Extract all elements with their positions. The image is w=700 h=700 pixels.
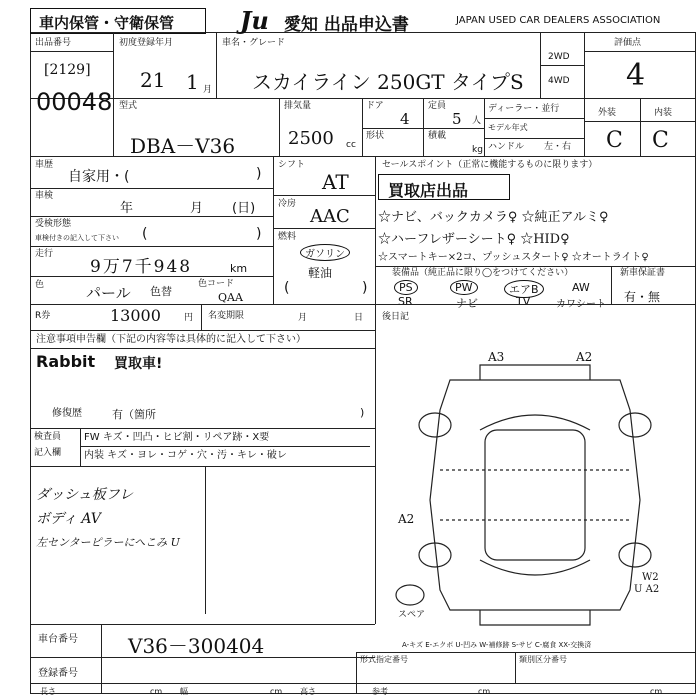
selling-line-3: ☆スマートキー×2コ、プッシュスタート♀ ☆オートライト♀ (378, 252, 649, 263)
fuel-gasoline: ガソリン (300, 244, 350, 261)
shift-line (273, 195, 375, 196)
history-close: ) (256, 166, 262, 182)
lot-number: 00048 (36, 88, 113, 116)
recycle-unit: 円 (184, 313, 194, 323)
displacement-value: 2500 (288, 128, 334, 149)
height-label: 高さ (300, 687, 316, 696)
name-change-label: 名変期限 (208, 311, 245, 321)
color-value: パール (86, 284, 131, 302)
diagram-legend: A-キズ E-エクボ U-凹み W-補修跡 S-サビ C-腐食 XX-交換済 (402, 641, 592, 649)
color-code-label: 色コード (198, 279, 235, 289)
interior-label: 内装 (654, 108, 673, 118)
chassis-label: 車台番号 (38, 634, 78, 645)
name-change-day: 日 (354, 313, 364, 323)
capacity-value: 5 (452, 110, 462, 128)
equip-tv: TV (516, 295, 531, 308)
rear-window (480, 560, 590, 575)
displacement-unit: cc (346, 140, 356, 150)
rear-note-label: 後日記 (382, 312, 410, 322)
receipt-note: 車検付きの記入して下さい (35, 234, 119, 242)
form-title: 愛知 出品申込書 (284, 15, 409, 35)
color-code-value: QAA (218, 291, 243, 304)
equip-navi: ナビ (456, 297, 478, 310)
mileage-unit: km (230, 262, 248, 275)
length-label: 長さ (40, 687, 56, 696)
width-label: 幅 (180, 687, 188, 696)
fuel-label: 燃料 (278, 232, 297, 242)
displacement-label: 排気量 (284, 101, 312, 111)
history-label: 車歴 (35, 160, 54, 170)
repair-close: ) (360, 406, 365, 419)
notes-title-line (30, 348, 375, 349)
selling-line-1: ☆ナビ、バックカメラ♀ ☆純正アルミ♀ (378, 210, 609, 225)
note-line-1: ダッシュ板フレ (36, 487, 134, 503)
spare-label: スペア (398, 610, 426, 620)
load-unit: kg (472, 145, 483, 155)
equip-pw: PW (450, 280, 478, 295)
storage-stamp (30, 8, 206, 34)
drive-mid-line (540, 65, 584, 66)
equip-sr: SR (398, 295, 413, 308)
rabbit-suffix: 買取車! (114, 356, 163, 372)
recycle-top (30, 304, 696, 305)
height-unit: cm (478, 687, 491, 696)
inspector-entry-label: 記入欄 (34, 448, 62, 458)
exterior-value: C (606, 128, 623, 153)
warranty-value: 有・無 (624, 290, 661, 304)
inspector-small-divider (205, 466, 206, 614)
selling-label: セールスポイント（正常に機能するものに限ります） (382, 160, 598, 170)
left-block-divider (273, 156, 274, 304)
shape-label: 形状 (366, 131, 385, 141)
drive-2wd: 2WD (548, 52, 570, 62)
aircon-value: AAC (310, 206, 350, 227)
aircon-line (273, 228, 375, 229)
load-label: 積載 (428, 131, 447, 141)
car-damage-diagram (380, 340, 690, 640)
inspection-year: 年 (120, 201, 134, 216)
chassis-value: V36－300404 (128, 634, 265, 658)
footer-right-divider (356, 652, 357, 694)
equipment-top (375, 266, 696, 267)
car-roof (485, 430, 585, 560)
receipt-close: ) (256, 226, 262, 242)
rating-label: 評価点 (614, 38, 642, 48)
aircon-label: 冷房 (278, 199, 297, 209)
note-line-2: ボディ AV (36, 511, 101, 527)
inspector-divider (80, 428, 81, 466)
equipment-label: 装備品（純正品に限り◯をつけてください） (392, 268, 574, 278)
equip-airbag: エアB (504, 280, 544, 298)
shape-line (362, 128, 484, 129)
footer-mid-divider (515, 652, 516, 683)
handle-label: ハンドル (488, 142, 525, 152)
warranty-divider (611, 266, 612, 304)
capacity-unit: 人 (472, 116, 482, 126)
rating-score: 4 (626, 58, 646, 93)
inspector-row1: FW キズ・凹凸・ヒビ割・リペア跡・X要 (84, 432, 270, 443)
history-value: 自家用・( (68, 169, 130, 185)
recycle-divider (201, 304, 202, 330)
mark-a3: A3 (488, 350, 505, 364)
model-label: 型式 (119, 101, 138, 111)
registration-month: 1 (186, 70, 199, 94)
recycle-label: R券 (35, 311, 51, 321)
note-line-3: 左センターピラーにへこみ U (36, 536, 180, 549)
model-divider (279, 98, 280, 156)
warranty-label: 新車保証書 (620, 268, 666, 278)
inspector-label: 検査員 (34, 432, 62, 442)
drive-4wd: 4WD (548, 76, 570, 86)
fuel-paren-right: ) (362, 280, 368, 296)
handle-options: 左・右 (544, 142, 572, 152)
inspection-label: 車検 (35, 191, 54, 201)
class-number-label: 類別区分番号 (519, 655, 567, 664)
row1-divider (30, 98, 696, 99)
mark-a2-left: A2 (398, 512, 415, 526)
equip-seat: カワシート (556, 299, 606, 310)
equip-aw: AW (572, 281, 590, 294)
footer-top (30, 683, 696, 684)
inspector-mid (80, 446, 370, 447)
mileage-value: 9万7千948 (90, 257, 193, 277)
capacity-label: 定員 (428, 101, 447, 111)
receipt-line (30, 246, 273, 247)
inspector-row2: 内装 キズ・ヨレ・コゲ・穴・汚・キレ・破レ (84, 450, 287, 461)
lot-label: 出品番号 (35, 38, 72, 48)
lot-label-line (30, 51, 113, 52)
recycle-value: 13000 (110, 306, 161, 325)
shift-value: AT (322, 170, 349, 194)
mark-ua2: U A2 (634, 584, 660, 595)
ref-label: 参考 (372, 687, 388, 696)
selling-line-2: ☆ハーフレザーシート♀ ☆HID♀ (378, 232, 570, 247)
door-divider (423, 98, 424, 156)
fuel-paren-left: ( (284, 280, 290, 296)
mark-a2-top: A2 (576, 350, 593, 364)
lot-divider (113, 32, 114, 156)
exterior-label: 外装 (598, 108, 617, 118)
inspect-line (30, 216, 273, 217)
rabbit-logo: Rabbit (36, 352, 96, 371)
receipt-label: 受検形態 (35, 219, 72, 229)
shift-label: シフト (278, 160, 306, 170)
footer-right-top (356, 652, 696, 653)
recycle-bottom (30, 330, 375, 331)
chassis-top (30, 624, 375, 625)
storage-stamp-text: 車内保管・守衛保管 (39, 14, 175, 32)
registration-month-unit: 月 (203, 85, 213, 95)
color-change-label: 色替 (150, 285, 172, 298)
color-label: 色 (35, 280, 45, 290)
capacity-divider (484, 98, 485, 156)
registration-label: 初度登録年月 (119, 38, 174, 48)
model-year-label: モデル年式 (488, 123, 528, 132)
doors-value: 4 (400, 110, 410, 128)
shift-divider (375, 156, 376, 304)
dealer-line1 (484, 118, 584, 119)
spare-tire (396, 585, 424, 605)
doors-label: ドア (366, 101, 384, 111)
notes-right-edge (375, 304, 376, 624)
ju-logo: Ju (240, 6, 269, 35)
front-bumper (480, 365, 590, 380)
mark-w2: W2 (642, 572, 659, 583)
repair-value: 有（箇所 (112, 408, 156, 421)
plate-label: 登録番号 (38, 668, 78, 679)
name-change-month: 月 (298, 313, 308, 323)
notes-label: 注意事項申告欄（下記の内容等は具体的に記入して下さい） (36, 334, 306, 345)
inspection-month: 月 (190, 201, 204, 216)
model-value: DBA－V36 (130, 134, 236, 158)
selling-title: 買取店出品 (388, 181, 469, 200)
inout-divider (640, 98, 641, 156)
inspector-bottom (30, 466, 375, 467)
reg-divider (216, 32, 217, 98)
rating-label-line (584, 51, 696, 52)
car-name: スカイライン 250GT タイプS (252, 70, 524, 94)
inspector-top (30, 428, 375, 429)
receipt-paren: ( (142, 226, 148, 242)
wheel-fl (419, 413, 451, 437)
windshield (480, 415, 590, 430)
width-unit: cm (270, 687, 283, 696)
repair-label: 修復歴 (52, 408, 82, 419)
wheel-fr (619, 413, 651, 437)
inspection-day: (日) (232, 201, 256, 216)
registration-year: 21 (140, 68, 166, 92)
lot-code: [2129] (44, 62, 91, 78)
mileage-label: 走行 (35, 249, 54, 259)
rear-bumper (480, 610, 590, 625)
interior-value: C (652, 128, 669, 153)
car-label: 車名・グレード (222, 38, 286, 48)
length-unit: cm (150, 687, 163, 696)
dealer-label: ディーラー・並行 (488, 104, 560, 114)
type-number-label: 形式指定番号 (360, 655, 408, 664)
ref-unit: cm (650, 687, 663, 696)
association-name: JAPAN USED CAR DEALERS ASSOCIATION (456, 15, 661, 26)
fuel-diesel: 軽油 (308, 266, 333, 280)
disp-divider (362, 98, 363, 156)
equip-ps: PS (394, 280, 418, 295)
dealer-line2 (484, 138, 584, 139)
history-line (30, 188, 273, 189)
